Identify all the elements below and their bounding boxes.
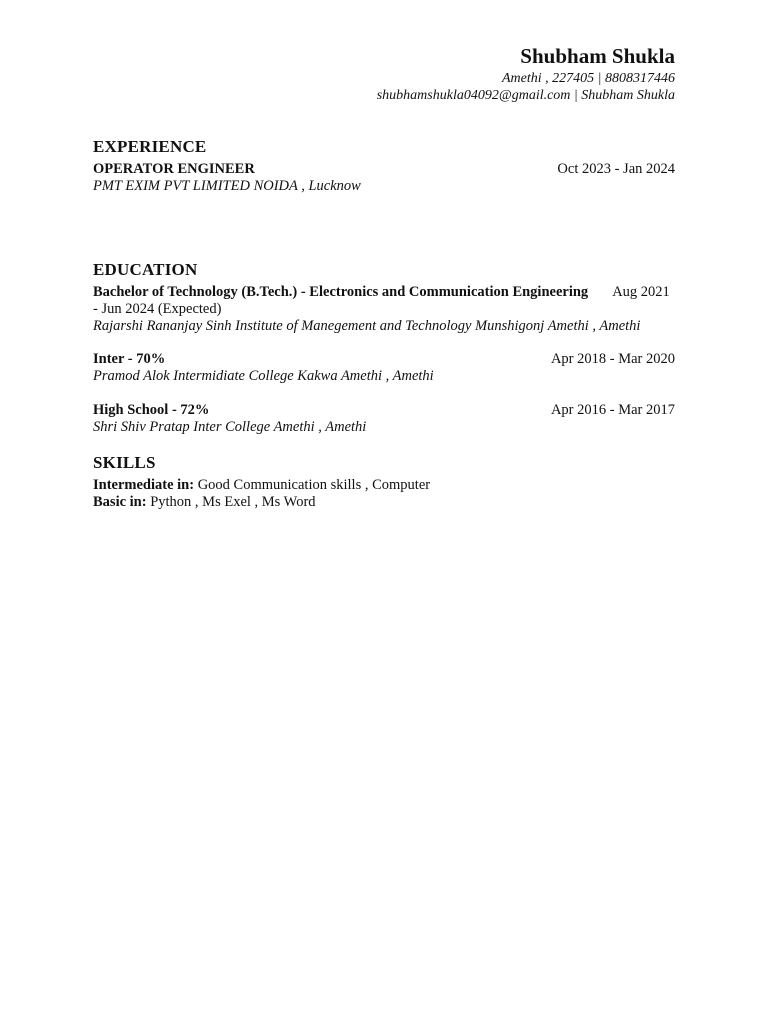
education-institution: Pramod Alok Intermidiate College Kakwa Amethi , Amethi (93, 368, 434, 384)
skill-level-label: Intermediate in: (93, 477, 195, 493)
education-degree: Bachelor of Technology (B.Tech.) - Electronics and Communication Engineering (93, 284, 589, 300)
education-degree: Inter - 70% (93, 351, 166, 367)
skill-list: Good Communication skills , Computer (194, 477, 431, 493)
skill-list: Python , Ms Exel , Ms Word (146, 494, 316, 510)
skills-heading: SKILLS (93, 453, 156, 472)
experience-heading: EXPERIENCE (93, 137, 207, 156)
experience-section (93, 136, 675, 195)
education-institution: Rajarshi Rananjay Sinh Institute of Manegement and Technology Munshigonj Amethi , Amethi (93, 318, 641, 334)
education-dates: Aug 2021 - Jun 2024 (Expected) (93, 284, 670, 317)
education-dates: Apr 2016 - Mar 2017 (550, 402, 675, 418)
skill-level-label: Basic in: (93, 494, 147, 510)
skills-section (93, 452, 675, 511)
experience-role: OPERATOR ENGINEER (93, 161, 255, 177)
education-degree: High School - 72% (93, 402, 210, 418)
education-item (93, 351, 675, 368)
education-heading: EDUCATION (93, 260, 198, 279)
education-item (93, 284, 675, 318)
experience-company: PMT EXIM PVT LIMITED NOIDA , Lucknow (93, 178, 361, 194)
experience-item (93, 161, 675, 178)
resume-page (93, 42, 675, 511)
contact-separator: | (570, 88, 582, 103)
candidate-name: Shubham Shukla (520, 44, 675, 68)
resume-header (93, 42, 675, 104)
education-section (93, 259, 675, 436)
email-profile-line (93, 87, 675, 104)
skill-line (93, 477, 675, 494)
location-phone-line: Amethi , 227405 | 8808317446 (501, 71, 675, 86)
education-institution: Shri Shiv Pratap Inter College Amethi , Amethi (93, 419, 367, 435)
email-link[interactable]: shubhamshukla04092@gmail.com (376, 88, 571, 103)
skill-line (93, 494, 675, 511)
education-item (93, 402, 675, 419)
experience-dates: Oct 2023 - Jan 2024 (557, 161, 675, 177)
profile-link[interactable]: Shubham Shukla (581, 88, 675, 103)
education-dates: Apr 2018 - Mar 2020 (550, 351, 675, 367)
